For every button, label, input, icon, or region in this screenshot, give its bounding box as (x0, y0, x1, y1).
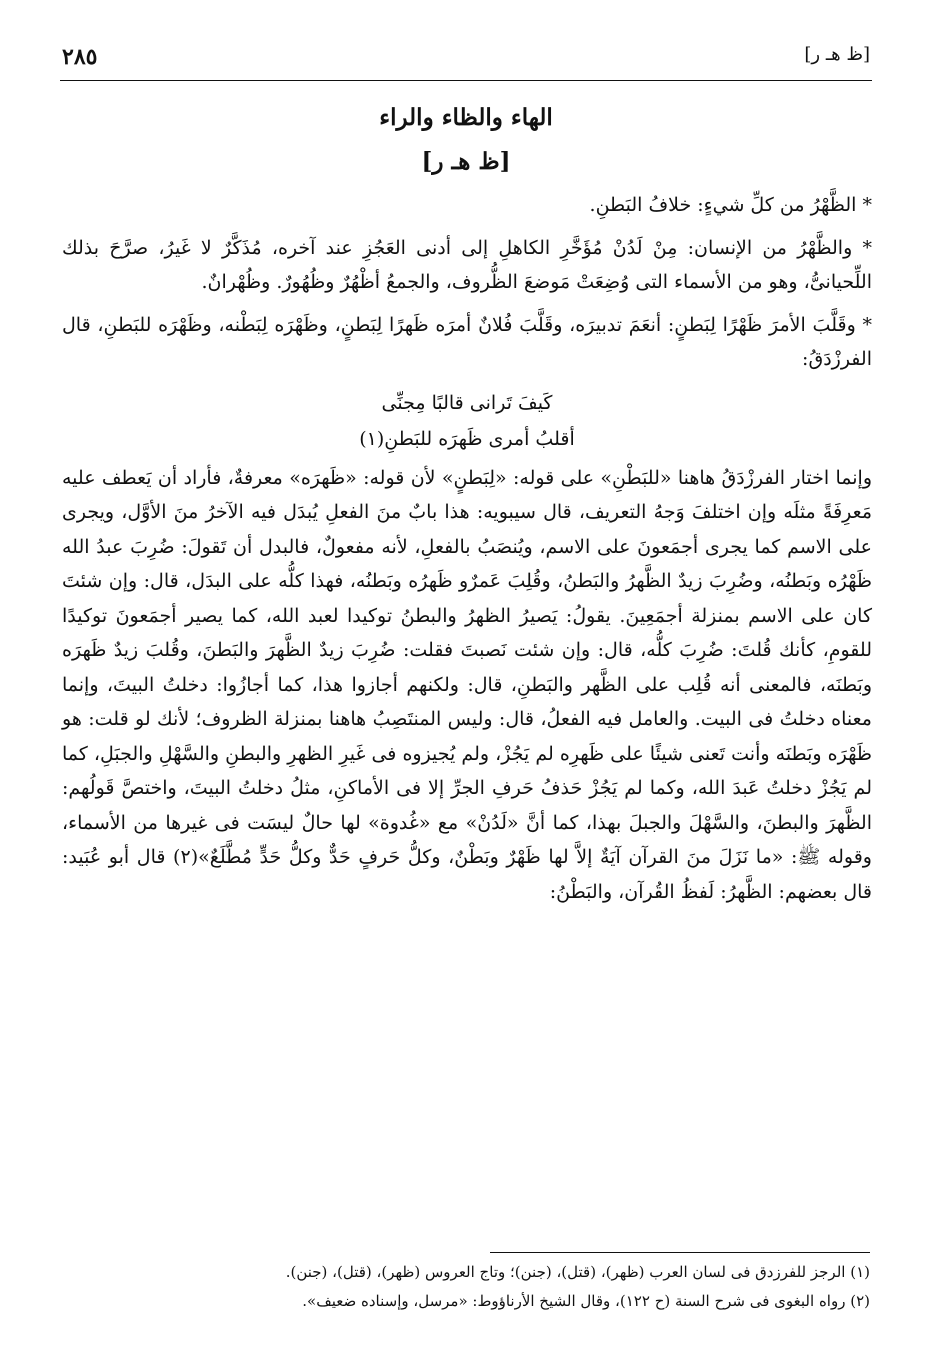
verse-line-1: كَيفَ تَرانى قالبًا مِجنِّى (381, 391, 553, 414)
page-number: ٢٨٥ (62, 44, 98, 70)
verse-block (62, 385, 872, 457)
footnote-rule (490, 1252, 870, 1253)
verse-line-2: أقلبُ أمرى ظَهرَه للبَطنِ(١) (359, 427, 575, 450)
paragraph-1: * الظَّهْرُ من كلِّ شيءٍ: خلافُ البَطنِ. (589, 194, 872, 216)
footnote-1: (١) الرجز للفرزدق فى لسان العرب (ظهر)، (قتل)، (جنن)؛ وتاج العروس (ظهر)، (قتل)، (جنن). (285, 1263, 870, 1281)
running-header (62, 44, 870, 74)
paragraph-3: * وقَلَّبَ الأمرَ ظَهْرًا لِبَطنٍ: أنعَمَ تدبيرَه، وقَلَّبَ فُلانٌ أمرَه ظَهرًا لِبَطنٍ، وظَهْرَه لِبَطْنه، وظَهْرَه للبَطنِ، قال الفرزْدَقُ: (62, 313, 872, 370)
footnotes (62, 1258, 870, 1316)
commentary-paragraph: وإنما اختار الفرزْدَقُ هاهنا «للبَطْنِ» على قوله: «لِبَطنٍ» لأن قوله: «ظَهرَه» معرفةٌ، فأراد أن يَعطف عليه مَعرِفَةً مثلَه وإن اختلفَ وَجهُ التعريف، قال سيبويه: هذا بابٌ منَ الفعلِ يُبدَل فيه الآخرُ منَ الأوَّل، ويجرى على الاسم كما يجرى أجمَعونَ على الاسم، ويُنصَبُ بالفعلِ، لأنه مفعولٌ، فالبدل أن تَقولَ: ضُرِبَ عبدُ الله ظَهْرُه وبَطنُه، وضُرِبَ زيدٌ الظَّهرُ والبَطنُ، وقُلِبَ عَمرٌو ظَهرُه وبَطنُه، فهذا كلُّه على البدَل، قال: وإن شئتَ كان على الاسم بمنزلة أجمَعِينَ. يقولُ: يَصيرُ الظهرُ والبطنُ توكيدا لعبد الله، كما يصير أجمَعونَ توكيدًا للقومِ، كأنك قُلتَ: ضُرِبَ كلُّه، قال: وإن شئت نَصبتَ فقلت: ضُرِبَ زيدٌ الظَّهرَ والبَطنَ، وقُلبَ زيدٌ ظَهرَه وبَطنَه، فالمعنى أنه قُلِب على الظَّهر والبَطنِ، قال: ولكنهم أجازوا هذا، كما أجازُوا: دخلتُ البيتَ، وإنما معناه دخلتُ فى البيت. والعامل فيه الفعلُ، قال: وليس المنتَصِبُ هاهنا بمنزلة الظروف؛ لأنك لو قلت: هو ظَهْرَه وبَطنَه وأنت تَعنى شيئًا على ظَهرِه لم يَجُزْ، ولم يُجيزوه فى غَيرِ الظهرِ والبطنِ والسَّهْلِ والجبَلِ، كما لم يَجُزْ دخلتُ عَبدَ الله، وكما لم يَجُزْ حَذفُ حَرفِ الجرِّ إلا فى الأماكنِ، مثلُ دخلتُ البيتَ، واختصَّ قَولُهم: الظَّهرَ والبطنَ، والسَّهْلَ والجبلَ بهذا، كما أنَّ «لَدُنْ» مع «غُدوة» لها حالٌ ليسَت فى غيرها من الأسماء، وقوله ﷺ: «ما نَزَلَ منَ القرآن آيَةٌ إلاَّ لها ظَهْرٌ وبَطْنٌ، وكلُّ حَرفٍ حَدٌّ وكلُّ حَدٍّ مُطَّلَعٌ»(٢) قال أبو عُبَيد: قال بعضهم: الظَّهرُ: لَفظُ القُرآن، والبَطْنُ: (62, 466, 872, 903)
paragraph-2: * والظَّهْرُ من الإنسان: مِنْ لَدُنْ مُؤَخَّرِ الكاهلِ إلى أدنى العَجُزِ عند آخره، مُذَكَّرٌ لا غَيرُ، صرَّحَ بذلك اللِّحيانىُّ، وهو من الأسماء التى وُضِعَتْ مَوضعَ الظُّروف، والجمعُ أظْهُرٌ وظُهُورٌ. وظُهْرانٌ. (62, 236, 872, 293)
entry-title: [ظ هـ ر] (421, 148, 511, 175)
body-text (62, 188, 872, 909)
running-root-tag: [ظ هـ ر] (804, 44, 870, 65)
header-rule (60, 80, 872, 81)
chapter-title: الهاء والظاء والراء (379, 104, 553, 131)
footnote-2: (٢) رواه البغوى فى شرح السنة (ح ١٢٢)، وقال الشيخ الأرناؤوط: «مرسل، وإسناده ضعيف». (302, 1292, 870, 1310)
